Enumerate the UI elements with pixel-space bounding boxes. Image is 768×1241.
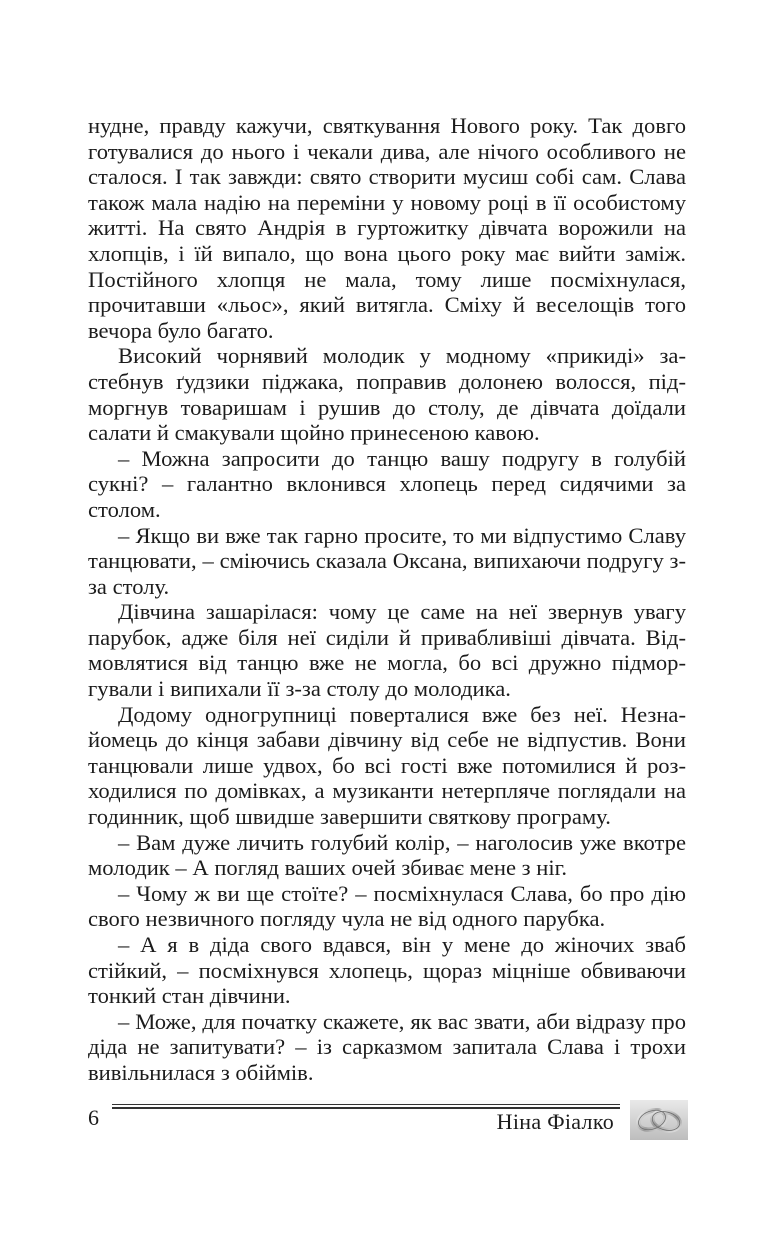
- page-number: 6: [88, 1105, 99, 1130]
- paragraph-5: Дівчина зашарілася: чому це саме на неї звернув увагу парубок, адже біля неї сиділи й привабливіші дівчата. Відмовлятися від танцю вже не могла, бо всі дружно підморгували і випихали її з-за столу до молодика.: [88, 599, 686, 702]
- book-page-text: [88, 113, 686, 1086]
- paragraph-10: – Може, для початку скажете, як вас звати, аби відразу про діда не запитувати? – із сарказмом запитала Слава і трохи вивільнилася з обіймів.: [88, 1008, 686, 1085]
- paragraph-8: – Чому ж ви ще стоїте? – посміхнулася Слава, бо про дію свого незвичного погляду чула не від одного парубка.: [88, 880, 686, 932]
- footer-rule-thin: [112, 1104, 620, 1105]
- wedding-rings-icon: [630, 1100, 688, 1140]
- paragraph-3: – Можна запросити до танцю вашу подругу в голубій сукні? – галантно вклонився хлопець перед сидячими за столом.: [88, 445, 686, 522]
- author-name: Ніна Фіалко: [496, 1109, 614, 1134]
- paragraph-4: – Якщо ви вже так гарно просите, то ми відпустимо Славу танцювати, – сміючись сказала Оксана, випихаючи подругу з-за столу.: [88, 522, 686, 599]
- paragraph-2: Високий чорнявий молодик у модному «прикиді» застебнув ґудзики піджака, поправив долонею волосся, підморгнув товаришам і рушив до столу, де дівчата доїдали салати й смакували щойно принесеною кавою.: [88, 343, 686, 446]
- paragraph-1: нудне, правду кажучи, святкування Нового року. Так довго готувалися до нього і чекали дива, але нічого особливого не сталося. І так завжди: свято створити мусиш собі сам. Слава також мала надію на переміни у новому році в її особистому житті. На свято Андрія в гуртожитку дівчата ворожили на хлопців, і їй випало, що вона цього року має вийти заміж. Постійного хлопця не мала, тому лише посміхнулася, прочитавши «льос», який витягла. Сміху й веселощів того вечора було багато.: [88, 113, 686, 343]
- paragraph-9: – А я в діда свого вдався, він у мене до жіночих зваб стійкий, – посміхнувся хлопець, щораз міцніше обвиваючи тонкий стан дівчини.: [88, 932, 686, 1009]
- paragraph-6: Додому одногрупниці поверталися вже без неї. Незнайомець до кінця забави дівчину від себе не відпустив. Вони танцювали лише удвох, бо всі гості вже потомилися й розходилися по домівках, а музиканти нетерпляче поглядали на годинник, щоб швидше завершити святкову програму.: [88, 701, 686, 830]
- paragraph-7: – Вам дуже личить голубий колір, – наголосив уже вкотре молодик – А погляд ваших очей збиває мене з ніг.: [88, 829, 686, 881]
